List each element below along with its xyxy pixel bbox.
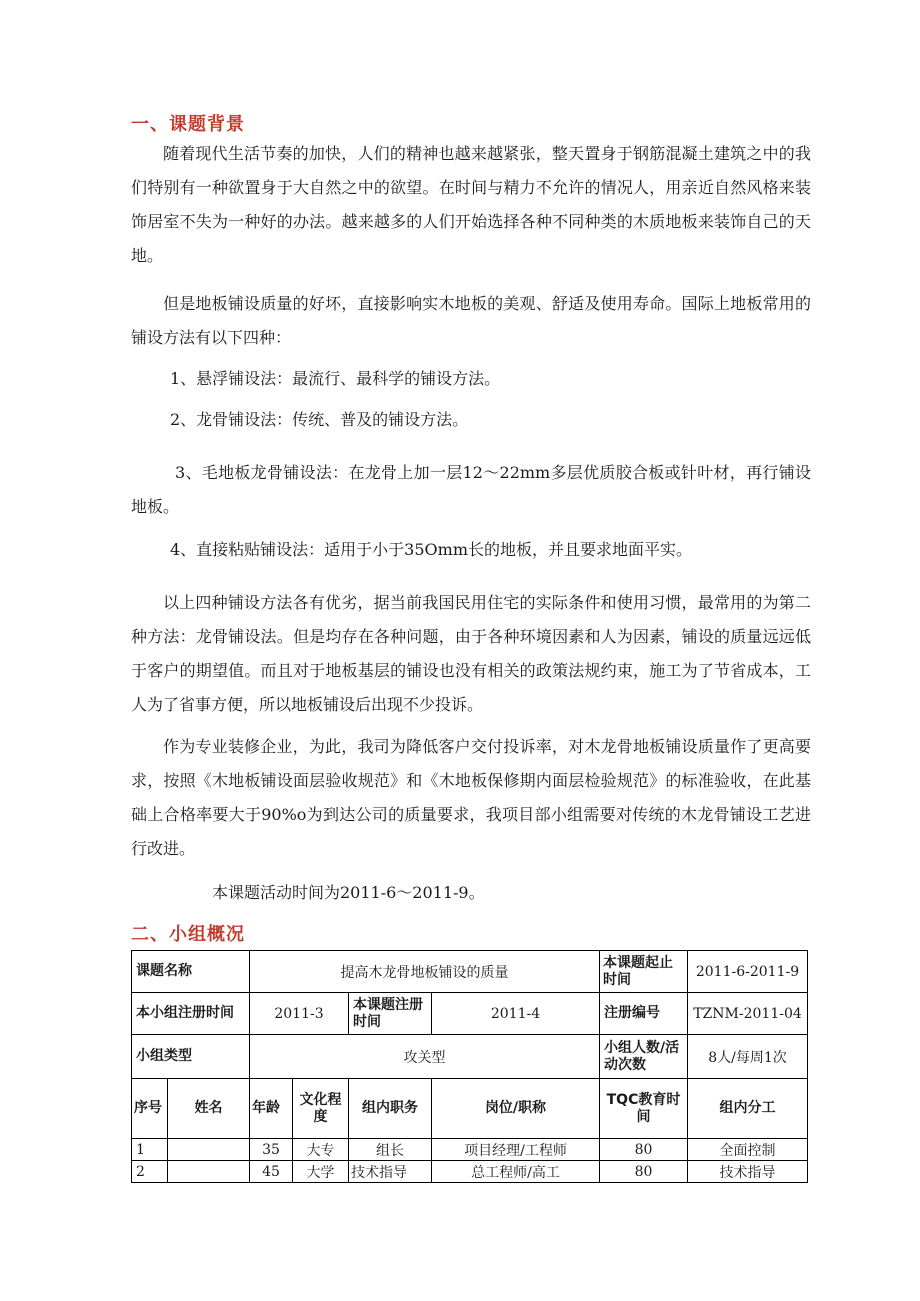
col-header-name: 姓名 [168, 1079, 250, 1139]
member-duty: 全面控制 [688, 1139, 808, 1161]
topic-reg-value: 2011-4 [432, 993, 600, 1035]
info-row-type [132, 1035, 808, 1079]
period-label: 本课题起止时间 [600, 951, 688, 993]
topic-reg-label: 本课题注册时间 [349, 993, 432, 1035]
member-no: 2 [132, 1161, 168, 1183]
topic-value: 提高木龙骨地板铺设的质量 [250, 951, 600, 993]
members-label: 小组人数/活动次数 [600, 1035, 688, 1079]
list-item-keel: 2、龙骨铺设法：传统、普及的铺设方法。 [170, 410, 469, 429]
member-row [132, 1139, 808, 1161]
group-overview-table [131, 950, 808, 1183]
list-item-rough-floor: 3、毛地板龙骨铺设法：在龙骨上加一层12～22mm多层优质胶合板或针叶材，再行铺设地板。 [131, 463, 811, 516]
member-age: 35 [250, 1139, 293, 1161]
info-row-registration [132, 993, 808, 1035]
member-age: 45 [250, 1161, 293, 1183]
paragraph-intro: 随着现代生活节奏的加快，人们的精神也越来越紧张，整天置身于钢筋混凝土建筑之中的我们特别有一种欲置身于大自然之中的欲望。在时间与精力不允许的情况人，用亲近自然风格来装饰居室不失为一种好的办法。越来越多的人们开始选择各种不同种类的木质地板来装饰自己的天地。 [131, 144, 811, 265]
type-label: 小组类型 [132, 1035, 250, 1079]
info-row-topic [132, 951, 808, 993]
period-value: 2011-6-2011-9 [688, 951, 808, 993]
member-education: 大学 [293, 1161, 349, 1183]
paragraph-methods-intro: 但是地板铺设质量的好坏，直接影响实木地板的美观、舒适及使用寿命。国际上地板常用的铺设方法有以下四种： [131, 294, 811, 347]
col-header-role: 组内职务 [349, 1079, 432, 1139]
member-name [168, 1161, 250, 1183]
reg-no-label: 注册编号 [600, 993, 688, 1035]
member-duty: 技术指导 [688, 1161, 808, 1183]
group-reg-label: 本小组注册时间 [132, 993, 250, 1035]
member-role: 技术指导 [349, 1161, 432, 1183]
topic-label: 课题名称 [132, 951, 250, 993]
col-header-education: 文化程度 [293, 1079, 349, 1139]
col-header-title: 岗位/职称 [432, 1079, 600, 1139]
col-header-tqc: TQC教育时间 [600, 1079, 688, 1139]
member-no: 1 [132, 1139, 168, 1161]
type-value: 攻关型 [250, 1035, 600, 1079]
member-title: 总工程师/高工 [432, 1161, 600, 1183]
member-name [168, 1139, 250, 1161]
paragraph-activity-period: 本课题活动时间为2011-6～2011-9。 [212, 883, 485, 902]
list-item-floating: 1、悬浮铺设法：最流行、最科学的铺设方法。 [170, 369, 501, 388]
paragraph-analysis: 以上四种铺设方法各有优劣，据当前我国民用住宅的实际条件和使用习惯，最常用的为第二种方法：龙骨铺设法。但是均存在各种问题，由于各种环境因素和人为因素，铺设的质量远远低于客户的期望值。而且对于地板基层的铺设也没有相关的政策法规约束，施工为了节省成本，工人为了省事方便，所以地板铺设后出现不少投诉。 [131, 593, 811, 714]
reg-no-value: TZNM-2011-04 [688, 993, 808, 1035]
member-title: 项目经理/工程师 [432, 1139, 600, 1161]
member-header-row [132, 1079, 808, 1139]
member-tqc: 80 [600, 1139, 688, 1161]
col-header-no: 序号 [132, 1079, 168, 1139]
section-heading-background: 一、课题背景 [131, 114, 245, 135]
col-header-duty: 组内分工 [688, 1079, 808, 1139]
members-value: 8人/每周1次 [688, 1035, 808, 1079]
list-item-glue: 4、直接粘贴铺设法：适用于小于35Omm长的地板，并且要求地面平实。 [170, 540, 693, 559]
section-heading-group-overview: 二、小组概况 [131, 924, 245, 945]
member-role: 组长 [349, 1139, 432, 1161]
member-row [132, 1161, 808, 1183]
member-tqc: 80 [600, 1161, 688, 1183]
paragraph-requirement: 作为专业装修企业，为此，我司为降低客户交付投诉率，对木龙骨地板铺设质量作了更高要求，按照《木地板铺设面层验收规范》和《木地板保修期内面层检验规范》的标准验收，在此基础上合格率要大于90%o为到达公司的质量要求，我项目部小组需要对传统的木龙骨铺设工艺进行改进。 [131, 737, 811, 858]
member-education: 大专 [293, 1139, 349, 1161]
col-header-age: 年龄 [250, 1079, 293, 1139]
group-reg-value: 2011-3 [250, 993, 349, 1035]
